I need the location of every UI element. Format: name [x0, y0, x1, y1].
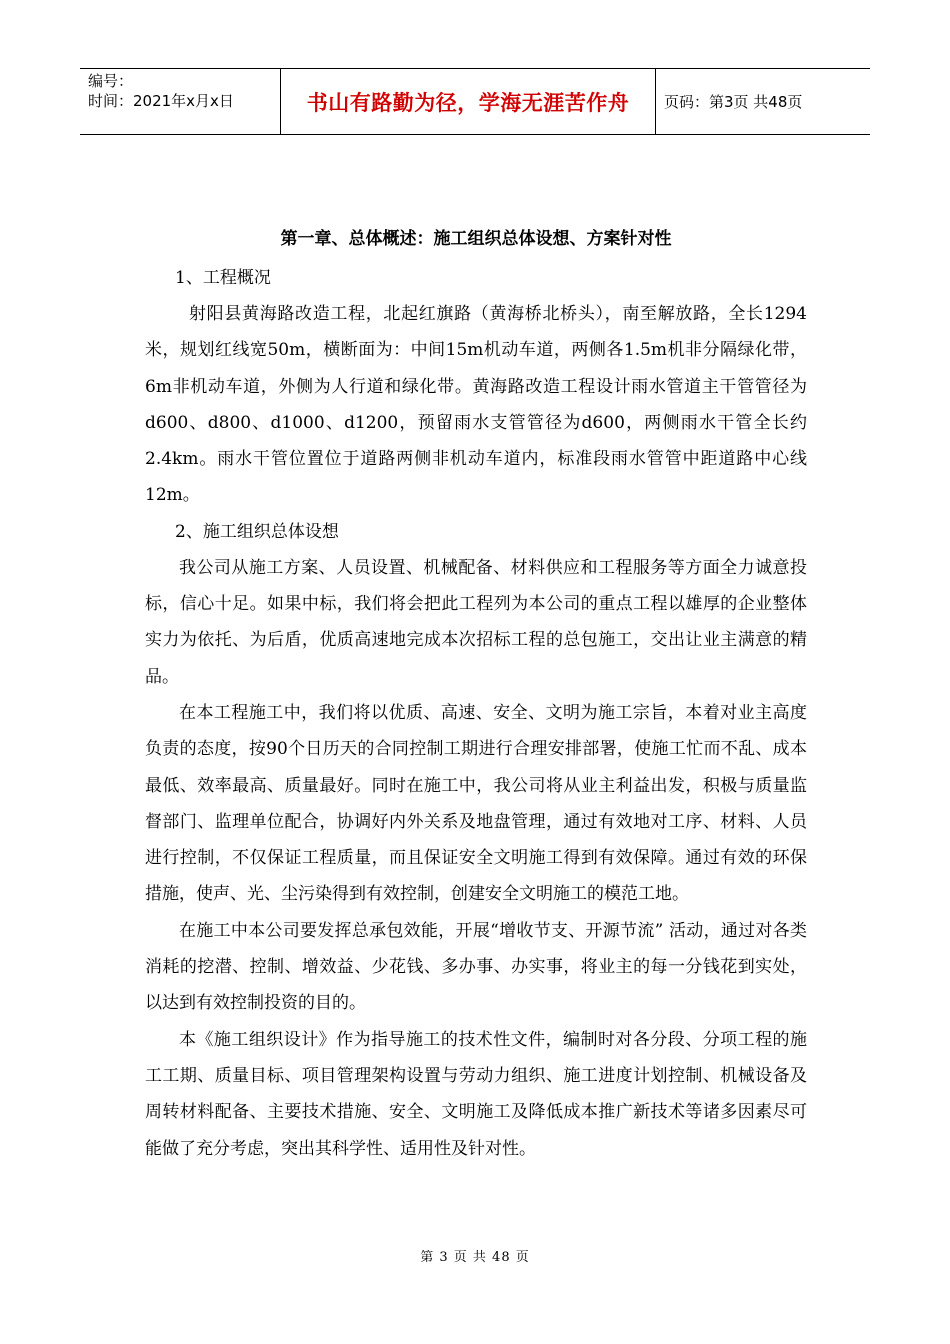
section-heading: 2、施工组织总体设想 [175, 521, 339, 542]
section-project-overview [145, 260, 807, 514]
page-footer: 第 3 页 共 48 页 [420, 1250, 530, 1265]
section-overall-concept [145, 514, 807, 1167]
header-motto: 书山有路勤为径，学海无涯苦作舟 [281, 69, 656, 134]
paragraph: 我公司从施工方案、人员设置、机械配备、材料供应和工程服务等方面全力诚意投标，信心十足。如果中标，我们将会把此工程列为本公司的重点工程以雄厚的企业整体实力为依托、为后盾，优质高速地完成本次招标工程的总包施工，交出让业主满意的精品。 [145, 557, 807, 687]
page-header [80, 68, 870, 135]
document-body [145, 222, 807, 1167]
header-page-info: 页码：第3页 共48页 [664, 93, 803, 111]
paragraph: 在本工程施工中，我们将以优质、高速、安全、文明为施工宗旨，本着对业主高度负责的态度，按90个日历天的合同控制工期进行合理安排部署，使施工忙而不乱、成本最低、效率最高、质量最好。同时在施工中，我公司将从业主利益出发，积极与质量监督部门、监理单位配合，协调好内外关系及地盘管理，通过有效地对工序、材料、人员进行控制，不仅保证工程质量，而且保证安全文明施工得到有效保障。通过有效的环保措施，使声、光、尘污染得到有效控制，创建安全文明施工的模范工地。 [145, 702, 807, 905]
section-heading: 1、工程概况 [175, 268, 271, 288]
paragraph: 在施工中本公司要发挥总承包效能，开展“增收节支、开源节流” 活动，通过对各类消耗的挖潜、控制、增效益、少花钱、多办事、办实事，将业主的每一分钱花到实处，以达到有效控制投资的目的。 [145, 920, 807, 1014]
chapter-title: 第一章、总体概述：施工组织总体设想、方案针对性 [280, 229, 672, 249]
document-number-label: 编号： [88, 72, 134, 90]
paragraph: 本《施工组织设计》作为指导施工的技术性文件，编制时对各分段、分项工程的施工工期、质量目标、项目管理架构设置与劳动力组织、施工进度计划控制、机械设备及周转材料配备、主要技术措施、安全、文明施工及降低成本推广新技术等诸多因素尽可能做了充分考虑，突出其科学性、适用性及针对性。 [145, 1029, 807, 1159]
paragraph: 射阳县黄海路改造工程，北起红旗路（黄海桥北桥头），南至解放路，全长1294米，规划红线宽50m，横断面为：中间15m机动车道，两侧各1.5m机非分隔绿化带，6m非机动车道，外侧为人行道和绿化带。黄海路改造工程设计雨水管道主干管管径为d600、d800、d1000、d1200，预留雨水支管管径为d600，两侧雨水干管全长约2.4km。雨水干管位置位于道路两侧非机动车道内，标准段雨水管管中距道路中心线12m。 [145, 304, 807, 506]
header-meta-cell [80, 69, 281, 134]
document-time-label: 时间：2021年x月x日 [88, 92, 234, 110]
